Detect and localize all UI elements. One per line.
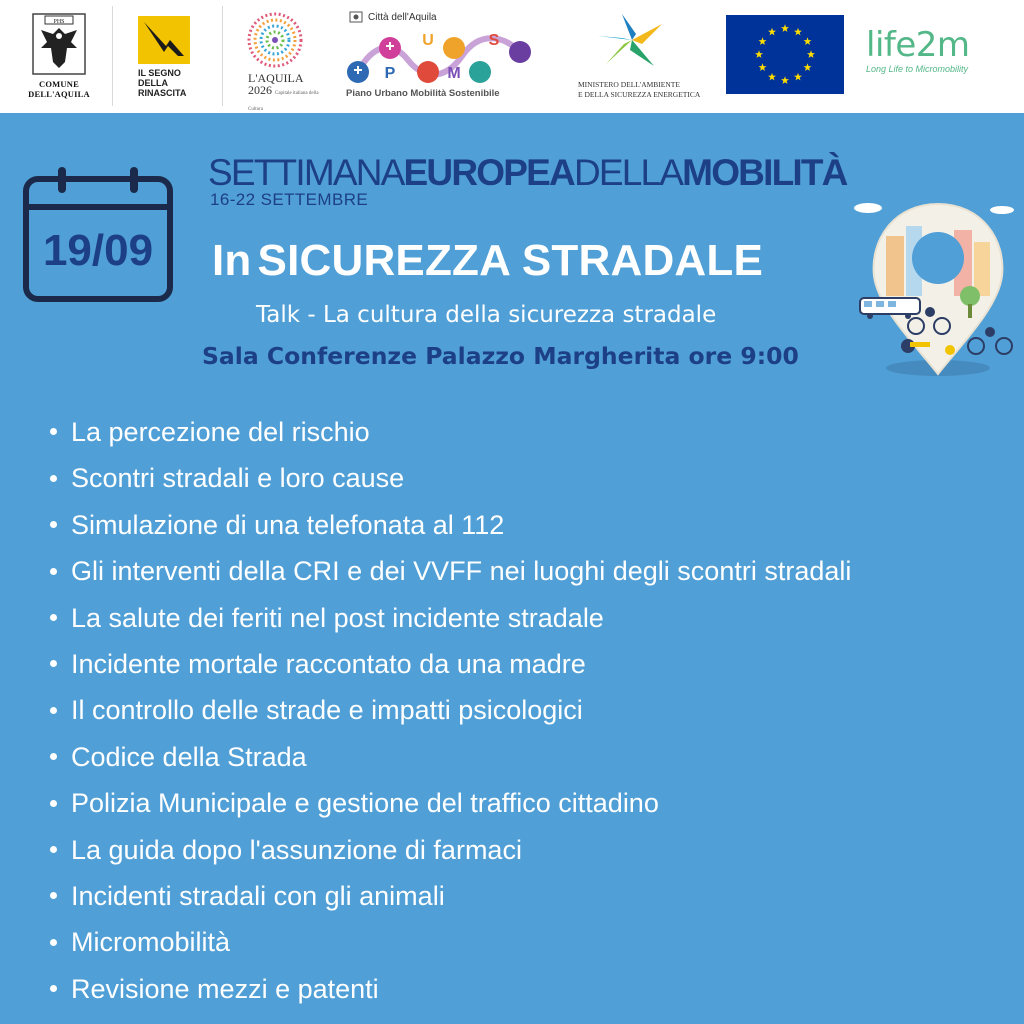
logo-divider xyxy=(112,6,113,106)
ministry-star-icon xyxy=(592,10,672,76)
agenda-item-text: Polizia Municipale e gestione del traffico cittadino xyxy=(71,788,659,819)
agenda-item-text: Gli interventi della CRI e dei VVFF nei luoghi degli scontri stradali xyxy=(71,556,852,587)
pums-subtitle: Piano Urbano Mobilità Sostenibile xyxy=(346,88,500,99)
bullet-icon xyxy=(50,892,57,899)
eu-star-icon xyxy=(794,28,802,36)
mobility-week-title xyxy=(208,152,847,194)
bullet-icon xyxy=(50,985,57,992)
agenda-item xyxy=(44,409,851,455)
event-title-prefix: In xyxy=(212,236,252,285)
agenda-item xyxy=(44,502,851,548)
agenda-item xyxy=(44,734,851,780)
eu-star-icon xyxy=(804,63,812,71)
ministero-line-1: MINISTERO DELL'AMBIENTE xyxy=(578,80,680,89)
life2m-logo xyxy=(866,25,1016,88)
week-title-part-1: SETTIMANA xyxy=(208,152,404,193)
event-place: Sala Conferenze Palazzo Margherita ore 9:00 xyxy=(202,342,799,370)
segno-rinascita-logo xyxy=(138,16,198,100)
bullet-icon xyxy=(50,707,57,714)
bullet-icon xyxy=(50,800,57,807)
agenda-item-text: Scontri stradali e loro cause xyxy=(71,463,405,494)
dotted-ring-icon xyxy=(240,10,310,68)
event-title-main: SICUREZZA STRADALE xyxy=(257,236,764,285)
eu-star-icon xyxy=(768,28,776,36)
pums-logo xyxy=(344,8,534,104)
bullet-icon xyxy=(50,475,57,482)
lightning-icon xyxy=(138,16,190,64)
pums-mobility-icons xyxy=(344,22,534,92)
pums-city: Città dell'Aquila xyxy=(368,12,437,23)
agenda-item-text: Micromobilità xyxy=(71,927,231,958)
eu-star-icon xyxy=(794,73,802,81)
pums-letter-m: M xyxy=(447,65,461,82)
aquila-2026-logo xyxy=(240,10,320,112)
agenda-item-text: Simulazione di una telefonata al 112 xyxy=(71,509,505,540)
agenda-item xyxy=(44,966,851,1012)
life2m-name: life2m xyxy=(866,25,970,65)
eu-star-icon xyxy=(781,76,789,84)
bullet-icon xyxy=(50,521,57,528)
agenda-item-text: La guida dopo l'assunzione di farmaci xyxy=(71,834,522,865)
eagle-crest-icon xyxy=(31,12,87,76)
comune-label: COMUNE DELL'AQUILA xyxy=(28,79,90,99)
eu-flag xyxy=(726,15,844,94)
agenda-list xyxy=(44,409,851,1012)
eu-star-icon xyxy=(804,37,812,45)
event-title xyxy=(212,236,763,286)
ministero-line-2: E DELLA SICUREZZA ENERGETICA xyxy=(578,90,701,99)
bullet-icon xyxy=(50,428,57,435)
aquila2026-year: 2026 xyxy=(248,83,272,97)
agenda-item xyxy=(44,827,851,873)
agenda-item xyxy=(44,641,851,687)
agenda-item-text: Incidente mortale raccontato da una madre xyxy=(71,648,586,679)
pums-letter-p: P xyxy=(384,65,396,82)
pums-letter-s: S xyxy=(488,32,500,49)
agenda-item xyxy=(44,687,851,733)
segno-line-1: IL SEGNO xyxy=(138,68,181,78)
mobility-week-dates: 16-22 SETTEMBRE xyxy=(210,190,369,209)
agenda-item xyxy=(44,780,851,826)
location-pin-illustration xyxy=(846,196,1024,380)
eu-star-icon xyxy=(758,37,766,45)
eu-star-icon xyxy=(768,73,776,81)
eu-star-icon xyxy=(758,63,766,71)
agenda-item xyxy=(44,455,851,501)
agenda-item-text: Il controllo delle strade e impatti psicologici xyxy=(71,695,583,726)
bullet-icon xyxy=(50,753,57,760)
ministero-ambiente-logo xyxy=(578,10,718,104)
bullet-icon xyxy=(50,660,57,667)
eu-star-icon xyxy=(755,50,763,58)
aquila2026-name: L'AQUILA xyxy=(248,71,304,85)
eu-star-icon xyxy=(807,50,815,58)
week-title-part-3: DELLA xyxy=(573,152,683,193)
agenda-item-text: La percezione del rischio xyxy=(71,417,370,447)
week-title-part-2: EUROPEA xyxy=(403,152,574,193)
bullet-icon xyxy=(50,939,57,946)
bullet-icon xyxy=(50,846,57,853)
pums-letter-u: U xyxy=(422,32,434,49)
logo-divider xyxy=(222,6,223,106)
comune-shield-text: PHS xyxy=(53,19,65,25)
segno-line-2: DELLA xyxy=(138,78,168,88)
agenda-item xyxy=(44,919,851,965)
agenda-item-text: Incidenti stradali con gli animali xyxy=(71,880,445,911)
agenda-item xyxy=(44,873,851,919)
agenda-item-text: Codice della Strada xyxy=(71,741,307,772)
event-subtitle: Talk - La cultura della sicurezza stradale xyxy=(256,302,717,328)
segno-line-3: RINASCITA xyxy=(138,88,187,98)
partner-logo-bar xyxy=(0,0,1024,113)
eu-star-icon xyxy=(781,24,789,32)
bullet-icon xyxy=(50,614,57,621)
bullet-icon xyxy=(50,568,57,575)
agenda-item-text: Revisione mezzi e patenti xyxy=(71,973,379,1004)
comune-aquila-logo xyxy=(18,12,100,100)
agenda-item xyxy=(44,595,851,641)
life2m-tagline: Long Life to Micromobility xyxy=(866,64,969,74)
week-title-part-4: MOBILITÀ xyxy=(682,152,847,193)
event-date: 19/09 xyxy=(42,226,154,275)
agenda-item-text: La salute dei feriti nel post incidente stradale xyxy=(71,602,604,633)
aquila2026-tag: Capitale italiana della Cultura xyxy=(248,91,319,112)
agenda-item xyxy=(44,548,851,594)
eu-stars-icon xyxy=(726,15,844,94)
